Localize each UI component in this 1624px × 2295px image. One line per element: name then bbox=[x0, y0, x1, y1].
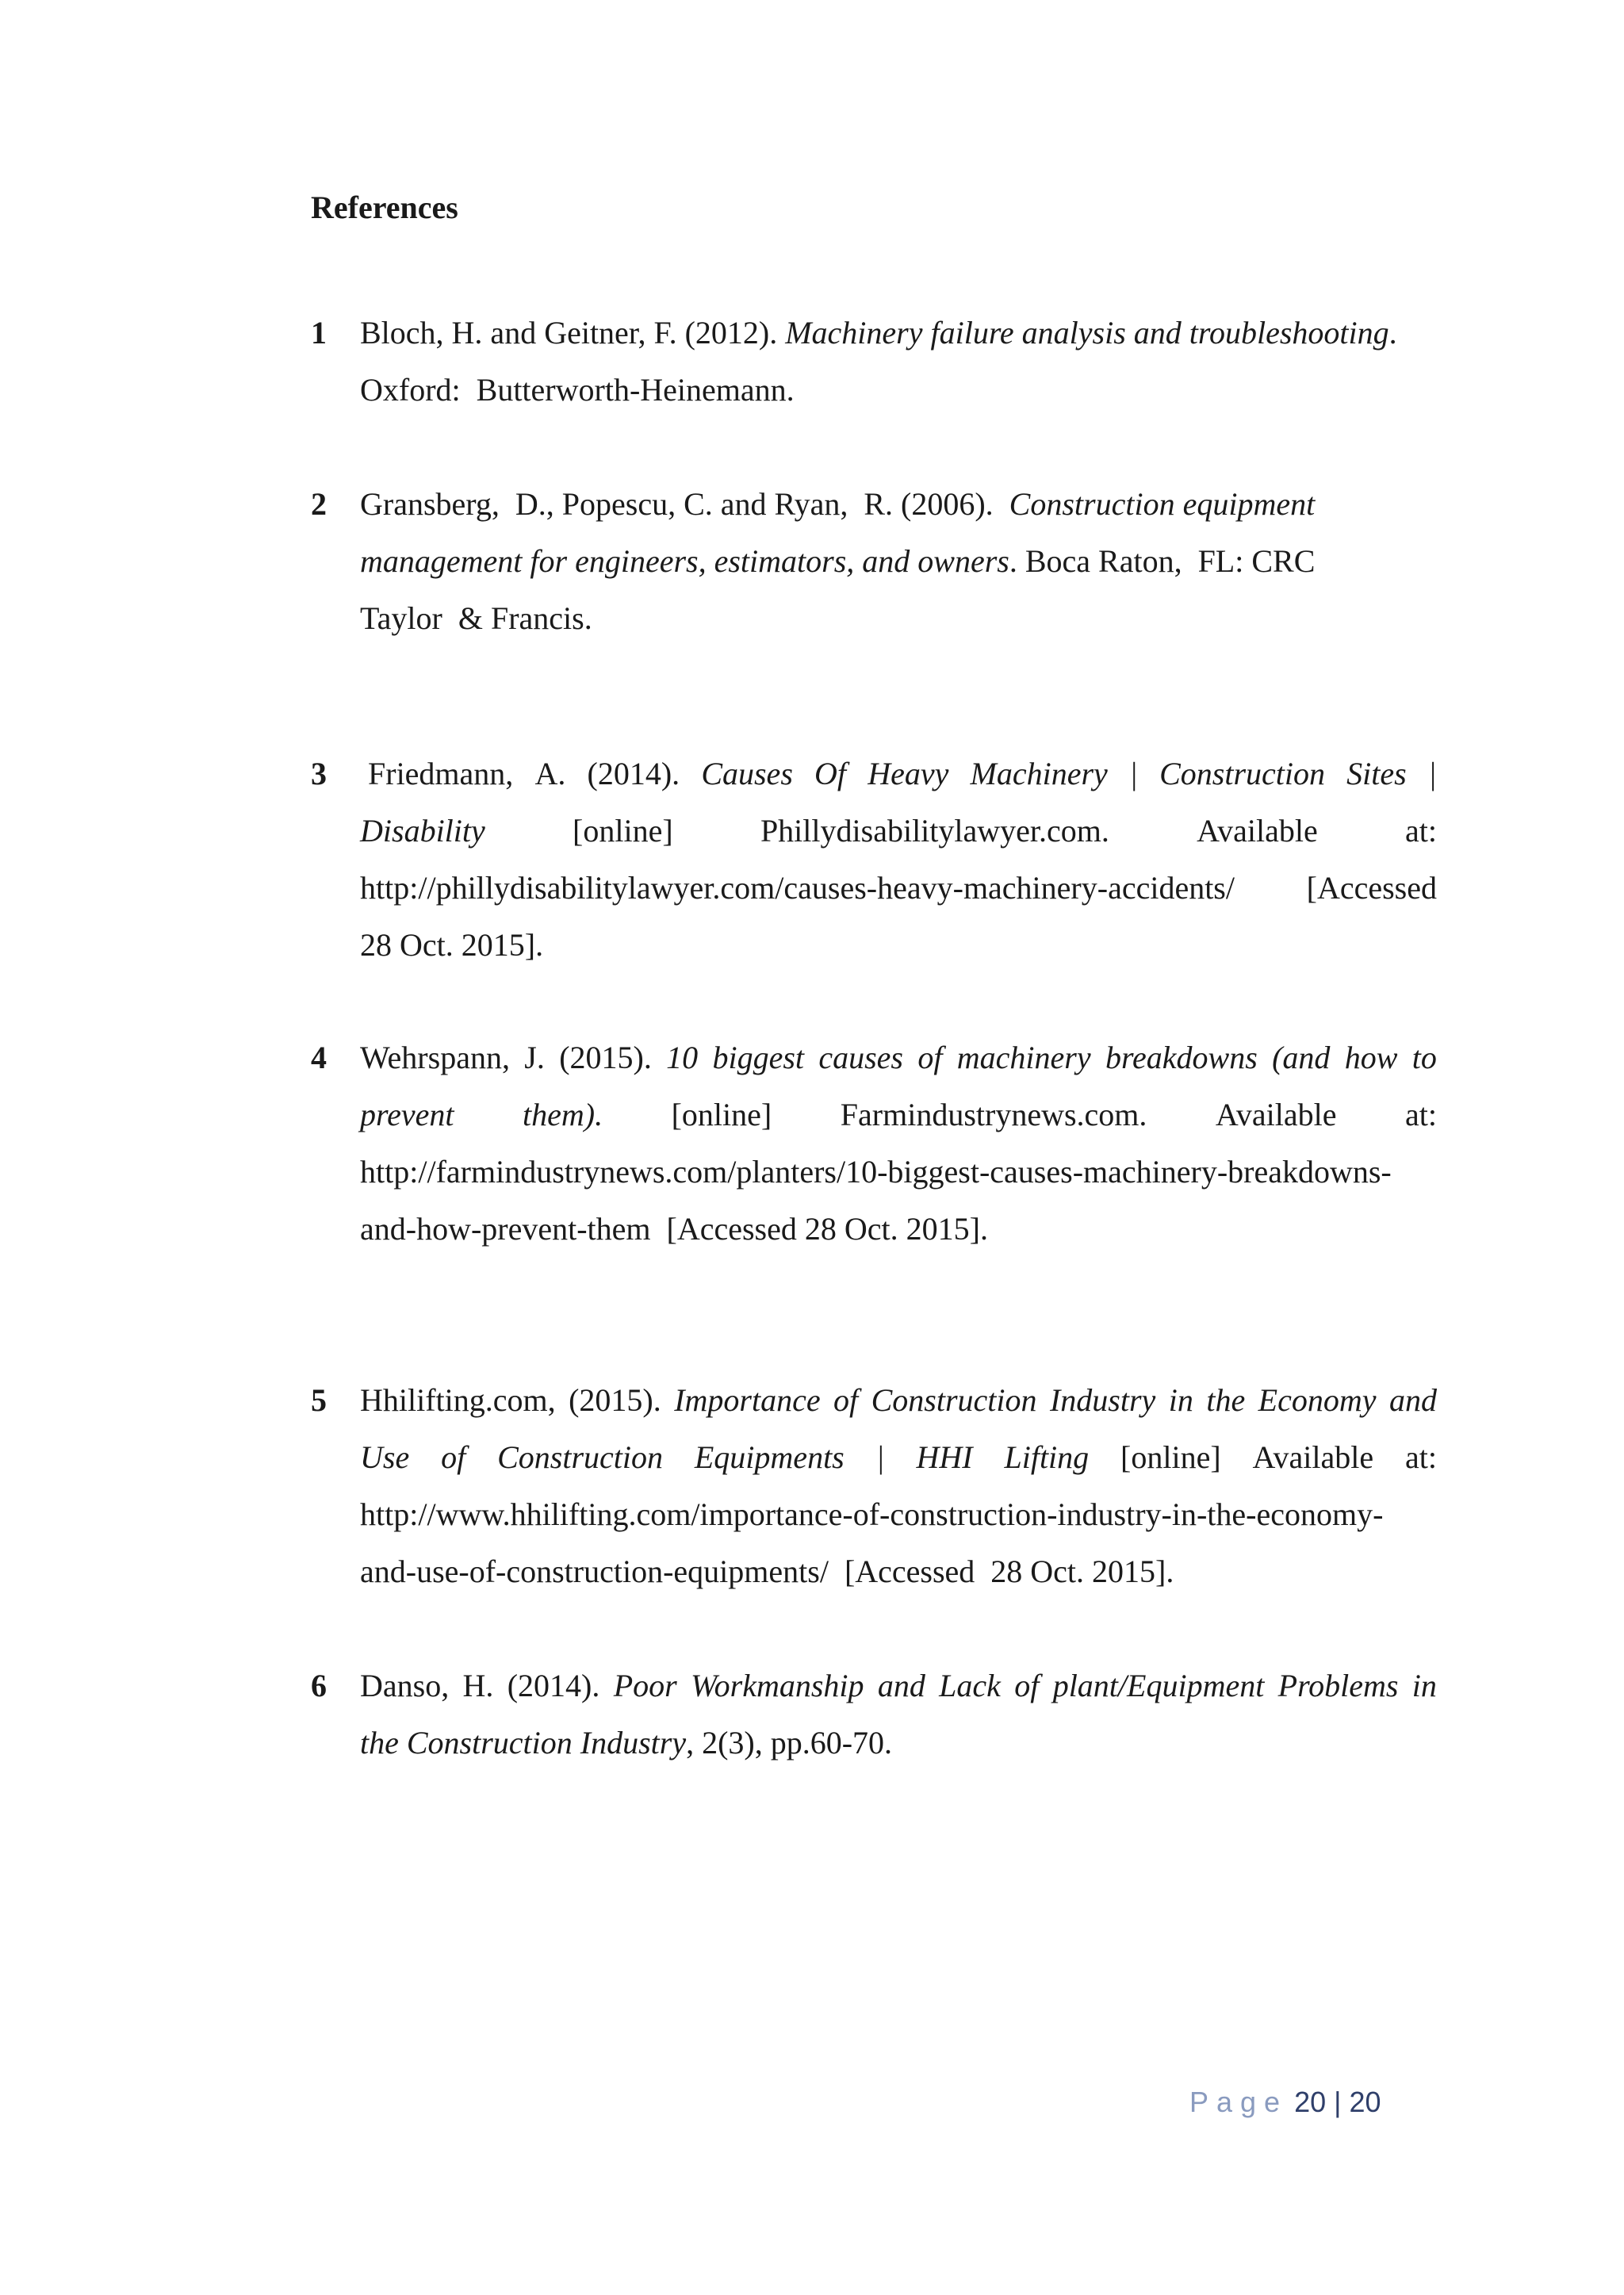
reference-text: Available bbox=[1252, 1439, 1374, 1475]
reference-text: Wehrspann, bbox=[360, 1040, 510, 1075]
reference-text: [online] bbox=[671, 1097, 772, 1132]
reference-text: J. bbox=[524, 1040, 545, 1075]
reference-text: Bloch, H. and Geitner, F. (2012). bbox=[360, 315, 786, 351]
reference-title-text: HHI bbox=[916, 1439, 973, 1475]
reference-text: , 2(3), pp.60-70. bbox=[686, 1725, 893, 1761]
reference-text: Oxford: Butterworth-Heinemann. bbox=[360, 372, 795, 408]
reference-text: [online] bbox=[573, 813, 673, 849]
reference-text: Taylor & Francis. bbox=[360, 600, 592, 636]
reference-title-text: in bbox=[1411, 1668, 1437, 1703]
reference-text: (2015). bbox=[559, 1040, 652, 1075]
reference-number: 5 bbox=[311, 1382, 327, 1418]
reference-title-text: Machinery bbox=[970, 756, 1108, 791]
reference-title-text: Heavy bbox=[868, 756, 949, 791]
reference-line bbox=[360, 917, 1437, 974]
reference-number: 6 bbox=[311, 1668, 327, 1703]
reference-line bbox=[360, 1201, 1437, 1258]
reference-title-text: causes bbox=[818, 1040, 903, 1075]
reference-line bbox=[360, 1715, 1437, 1772]
page-footer bbox=[1189, 2086, 1381, 2119]
reference-title-text: Machinery failure analysis and troubleshooting bbox=[785, 315, 1389, 351]
reference-line bbox=[360, 860, 1437, 917]
page-current: 20 bbox=[1294, 2086, 1327, 2118]
reference-line bbox=[360, 305, 1437, 362]
reference-title-text: Disability bbox=[360, 813, 485, 849]
reference-title-text: the Construction Industry bbox=[360, 1725, 687, 1761]
reference-line bbox=[360, 533, 1437, 590]
reference-line bbox=[360, 362, 1437, 419]
reference-title-text: Industry bbox=[1049, 1382, 1156, 1418]
reference-title-text: and bbox=[877, 1668, 925, 1703]
reference-text: H. bbox=[462, 1668, 494, 1703]
reference-line bbox=[360, 1657, 1437, 1715]
reference-number: 2 bbox=[311, 486, 327, 522]
reference-title-text: of bbox=[1014, 1668, 1040, 1703]
reference-title-text: Construction bbox=[1159, 756, 1325, 791]
reference-title-text: biggest bbox=[712, 1040, 805, 1075]
reference-text: (2014). bbox=[587, 756, 680, 791]
reference-text: Hhilifting.com, bbox=[360, 1382, 556, 1418]
reference-text: Available bbox=[1215, 1097, 1337, 1132]
reference-title-text: | bbox=[1427, 756, 1437, 791]
reference-title-text: how bbox=[1344, 1040, 1398, 1075]
reference-title-text: prevent bbox=[360, 1097, 454, 1132]
reference-title-text: of bbox=[833, 1382, 859, 1418]
reference-line bbox=[360, 476, 1437, 533]
reference-text: http://www.hhilifting.com/importance-of-construction-industry-in-the-economy- bbox=[360, 1496, 1384, 1532]
reference-line bbox=[360, 1086, 1437, 1144]
reference-title-text: | bbox=[875, 1439, 885, 1475]
page-total: 20 bbox=[1349, 2086, 1381, 2118]
reference-text: http://phillydisabilitylawyer.com/causes-heavy-machinery-accidents/ bbox=[360, 870, 1235, 906]
reference-text: A. bbox=[534, 756, 566, 791]
reference-title-text: plant/Equipment bbox=[1052, 1668, 1265, 1703]
reference-line bbox=[360, 1144, 1437, 1201]
reference-title-text: the bbox=[1206, 1382, 1246, 1418]
reference-text: at: bbox=[1404, 1439, 1437, 1475]
reference-number: 4 bbox=[311, 1040, 327, 1075]
reference-title-text: Lack bbox=[939, 1668, 1001, 1703]
reference-line bbox=[360, 1543, 1437, 1600]
reference-line bbox=[360, 1029, 1437, 1086]
reference-text: Phillydisabilitylawyer.com. bbox=[760, 813, 1109, 849]
page-label: Page bbox=[1189, 2086, 1289, 2118]
reference-title-text: Construction equipment bbox=[1009, 486, 1316, 522]
reference-text: Farmindustrynews.com. bbox=[840, 1097, 1147, 1132]
reference-title-text: Causes bbox=[701, 756, 793, 791]
reference-title-text: Importance bbox=[674, 1382, 821, 1418]
reference-text: http://farmindustrynews.com/planters/10-biggest-causes-machinery-breakdowns- bbox=[360, 1154, 1392, 1190]
reference-text: [online] bbox=[1120, 1439, 1221, 1475]
reference-title-text: Problems bbox=[1277, 1668, 1399, 1703]
reference-text: Available bbox=[1197, 813, 1318, 849]
reference-number: 3 bbox=[311, 756, 327, 791]
reference-title-text: Equipments bbox=[694, 1439, 845, 1475]
reference-text: and-how-prevent-them [Accessed 28 Oct. 2015]. bbox=[360, 1211, 988, 1247]
reference-text: (2015). bbox=[569, 1382, 661, 1418]
reference-line bbox=[360, 1429, 1437, 1486]
reference-text: . Boca Raton, FL: CRC bbox=[1009, 543, 1316, 579]
reference-number: 1 bbox=[311, 315, 327, 351]
reference-text: at: bbox=[1404, 813, 1437, 849]
reference-title-text: Use bbox=[360, 1439, 410, 1475]
reference-title-text: Workmanship bbox=[691, 1668, 864, 1703]
reference-title-text: (and bbox=[1272, 1040, 1331, 1075]
reference-title-text: Construction bbox=[497, 1439, 663, 1475]
reference-title-text: Construction bbox=[871, 1382, 1037, 1418]
reference-text: Danso, bbox=[360, 1668, 450, 1703]
reference-title-text: of bbox=[441, 1439, 466, 1475]
reference-title-text: in bbox=[1168, 1382, 1193, 1418]
reference-line bbox=[360, 745, 1437, 803]
reference-text: (2014). bbox=[507, 1668, 600, 1703]
reference-title-text: breakdowns bbox=[1105, 1040, 1258, 1075]
reference-line bbox=[360, 1372, 1437, 1429]
reference-text: and-use-of-construction-equipments/ [Accessed 28 Oct. 2015]. bbox=[360, 1554, 1174, 1589]
reference-title-text: | bbox=[1128, 756, 1138, 791]
reference-title-text: to bbox=[1411, 1040, 1437, 1075]
reference-title-text: of bbox=[917, 1040, 943, 1075]
references-heading: References bbox=[311, 190, 458, 225]
page-separator: | bbox=[1334, 2086, 1342, 2118]
reference-text: Friedmann, bbox=[360, 756, 514, 791]
reference-title-text: Poor bbox=[613, 1668, 677, 1703]
reference-text: [Accessed bbox=[1306, 870, 1437, 906]
reference-title-text: Economy bbox=[1258, 1382, 1377, 1418]
reference-line bbox=[360, 1486, 1437, 1543]
reference-title-text: machinery bbox=[956, 1040, 1091, 1075]
reference-text: Gransberg, D., Popescu, C. and Ryan, R. (2006). bbox=[360, 486, 1009, 522]
reference-text: 28 Oct. 2015]. bbox=[360, 927, 544, 963]
reference-line bbox=[360, 803, 1437, 860]
reference-title-text: and bbox=[1388, 1382, 1437, 1418]
reference-title-text: Sites bbox=[1346, 756, 1407, 791]
reference-text: at: bbox=[1404, 1097, 1437, 1132]
reference-title-text: Lifting bbox=[1004, 1439, 1090, 1475]
reference-title-text: 10 bbox=[666, 1040, 699, 1075]
reference-title-text: management for engineers, estimators, and owners bbox=[360, 543, 1009, 579]
reference-text: . bbox=[1388, 315, 1397, 351]
reference-title-text: them). bbox=[523, 1097, 603, 1132]
reference-line bbox=[360, 590, 1437, 647]
reference-title-text: Of bbox=[814, 756, 847, 791]
